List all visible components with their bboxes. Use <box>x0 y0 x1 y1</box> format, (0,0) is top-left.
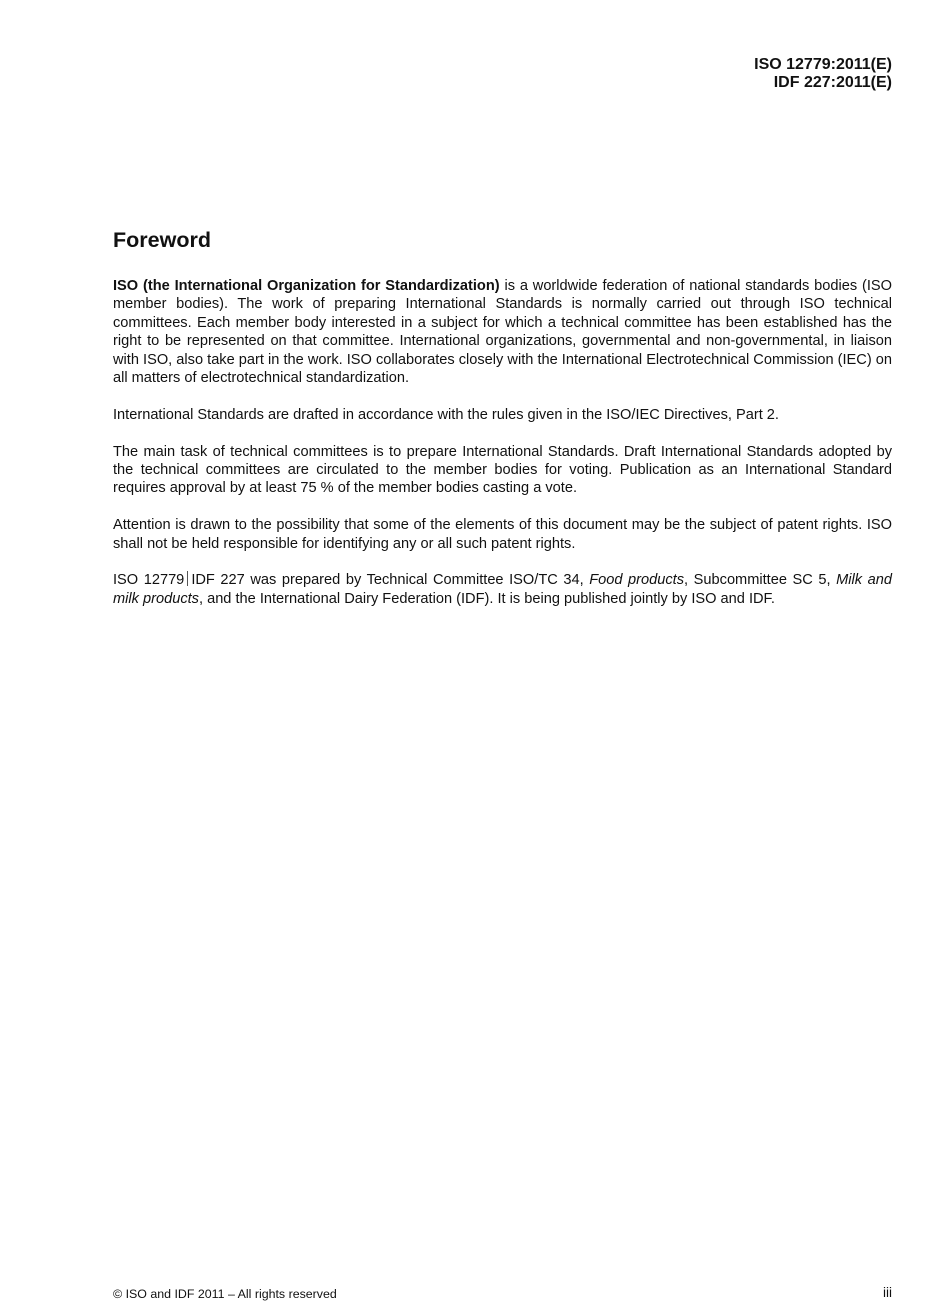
iso-reference: ISO 12779:2011(E) <box>754 56 892 73</box>
page-title: Foreword <box>113 228 211 252</box>
iso-definition-bold: ISO (the International Organization for Standardization) <box>113 278 500 294</box>
preparation-text-1: was prepared by Technical Committee ISO/TC 34, <box>244 572 590 589</box>
copyright-notice: © ISO and IDF 2011 – All rights reserved <box>113 1287 337 1301</box>
paragraph-directives: International Standards are drafted in accordance with the rules given in the ISO/IEC Directives, Part 2. <box>113 406 779 423</box>
milk-products-italic: Milk and milk products <box>113 572 893 607</box>
paragraph-iso-intro <box>113 277 892 387</box>
foreword-body <box>113 277 892 608</box>
separator-bar <box>187 571 188 586</box>
paragraph-main-task: The main task of technical committees is to prepare International Standards. Draft International Standards adopted by the technical committees are circulated to the member bodies for voting. Publication as an International Standard requires approval by at least 75 % of the member bodies casting a vote. <box>113 443 892 497</box>
iso-number: ISO 12779 <box>113 572 185 589</box>
iso-intro-text: is a worldwide federation of national standards bodies (ISO member bodies). The work of preparing International Standards is normally carried out through ISO technical committees. Each member body interested in a subject for which a technical committee has been established has the right to be represented on that committee. International organizations, governmental and non-governmental, in liaison with ISO, also take part in the work. ISO collaborates closely with the International Electrotechnical Commission (IEC) on all matters of electrotechnical standardization. <box>113 278 892 387</box>
idf-number: IDF 227 <box>191 572 245 589</box>
food-products-italic: Food products <box>589 572 685 589</box>
preparation-text-2: , Subcommittee SC 5, <box>684 572 837 589</box>
paragraph-patent-rights: Attention is drawn to the possibility that some of the elements of this document may be the subject of patent rights. ISO shall not be held responsible for identifying any or all such patent rights. <box>113 517 892 552</box>
paragraph-preparation <box>113 571 892 608</box>
preparation-text-3: , and the International Dairy Federation (IDF). It is being published jointly by ISO and IDF. <box>198 590 775 607</box>
idf-reference: IDF 227:2011(E) <box>773 74 892 91</box>
document-reference <box>754 56 892 92</box>
page-number: iii <box>883 1285 892 1300</box>
